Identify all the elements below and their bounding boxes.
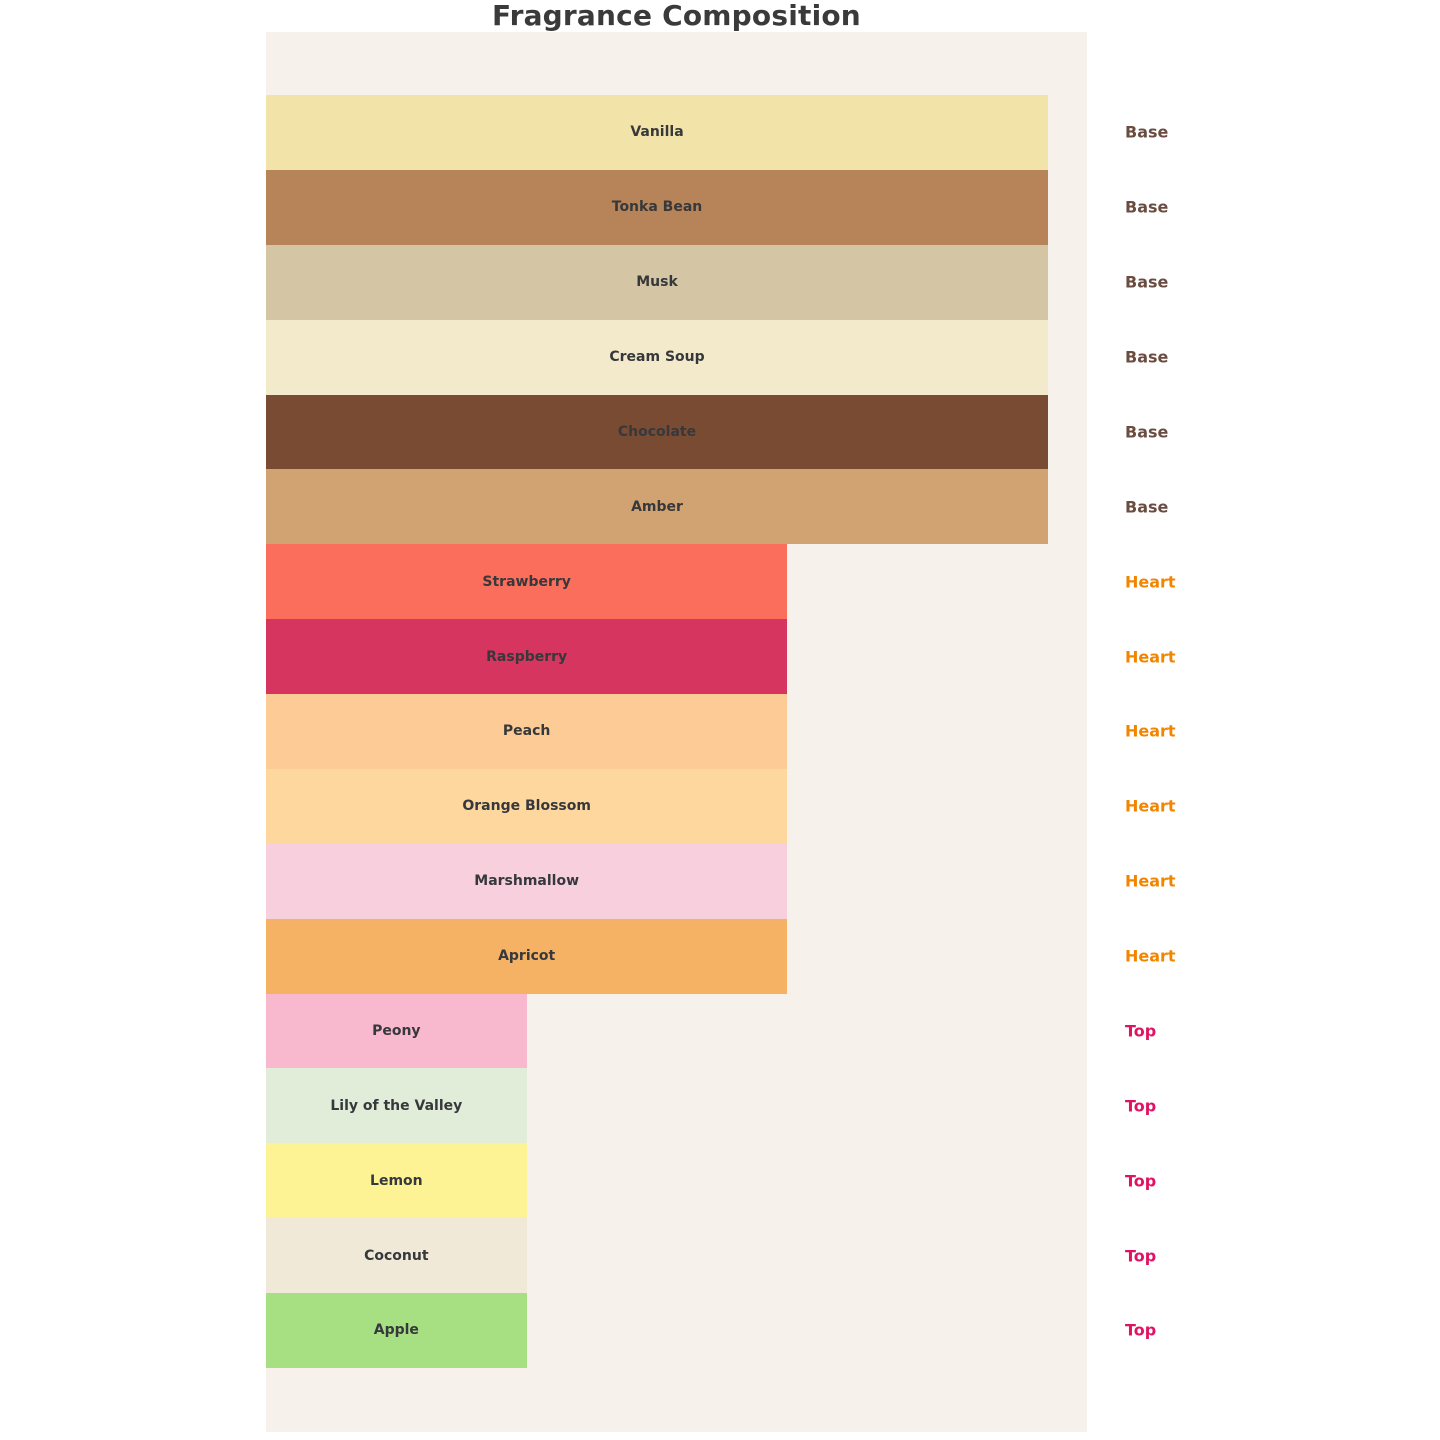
note-type-label: Heart (1125, 796, 1176, 816)
bar-strawberry (266, 544, 787, 619)
bar-row (266, 769, 1440, 844)
note-type-label: Base (1125, 347, 1169, 367)
note-type-label: Heart (1125, 721, 1176, 741)
bar-row (266, 844, 1440, 919)
bar-coconut (266, 1218, 527, 1293)
bar-chocolate (266, 395, 1048, 470)
bar-row (266, 1293, 1440, 1368)
note-type-label: Top (1125, 1171, 1157, 1191)
bar-tonka-bean (266, 170, 1048, 245)
note-type-label: Top (1125, 1246, 1157, 1266)
note-type-label: Heart (1125, 647, 1176, 667)
bar-row (266, 694, 1440, 769)
note-type-label: Base (1125, 272, 1169, 292)
bar-label: Strawberry (482, 573, 571, 590)
bar-row (266, 320, 1440, 395)
bar-label: Vanilla (630, 124, 684, 141)
bar-marshmallow (266, 844, 787, 919)
bar-label: Apple (373, 1322, 419, 1339)
bar-label: Cream Soup (609, 349, 705, 366)
note-type-label: Heart (1125, 946, 1176, 966)
bar-label: Lemon (370, 1172, 423, 1189)
bar-peony (266, 994, 527, 1069)
bar-row (266, 1143, 1440, 1218)
note-type-label: Base (1125, 197, 1169, 217)
bar-apple (266, 1293, 527, 1368)
note-type-label: Top (1125, 1021, 1157, 1041)
note-type-label: Top (1125, 1320, 1157, 1340)
bar-row (266, 919, 1440, 994)
bar-label: Raspberry (486, 648, 568, 665)
bar-row (266, 1068, 1440, 1143)
bar-row (266, 469, 1440, 544)
bar-row (266, 395, 1440, 470)
bar-row (266, 170, 1440, 245)
note-type-label: Base (1125, 497, 1169, 517)
bar-vanilla (266, 95, 1048, 170)
note-type-label: Top (1125, 1096, 1157, 1116)
bar-label: Peach (502, 723, 551, 740)
bar-label: Lily of the Valley (330, 1097, 463, 1114)
bar-raspberry (266, 619, 787, 694)
bar-row (266, 1218, 1440, 1293)
bar-label: Marshmallow (474, 873, 580, 890)
bar-label: Musk (636, 274, 678, 291)
bar-lily-of-the-valley (266, 1068, 527, 1143)
chart-title: Fragrance Composition (492, 0, 861, 32)
bar-row (266, 994, 1440, 1069)
bar-label: Chocolate (617, 423, 697, 440)
bar-amber (266, 469, 1048, 544)
bar-row (266, 245, 1440, 320)
note-type-label: Heart (1125, 871, 1176, 891)
bar-label: Orange Blossom (462, 798, 591, 815)
bar-musk (266, 245, 1048, 320)
bars-container (266, 95, 1440, 1368)
bar-row (266, 544, 1440, 619)
note-type-label: Base (1125, 422, 1169, 442)
bar-label: Peony (372, 1022, 421, 1039)
note-type-label: Heart (1125, 572, 1176, 592)
bar-label: Coconut (364, 1247, 429, 1264)
note-type-label: Base (1125, 122, 1169, 142)
bar-label: Apricot (498, 948, 556, 965)
bar-row (266, 619, 1440, 694)
bar-row (266, 95, 1440, 170)
bar-label: Amber (631, 498, 683, 515)
bar-lemon (266, 1143, 527, 1218)
bar-orange-blossom (266, 769, 787, 844)
bar-peach (266, 694, 787, 769)
bar-label: Tonka Bean (611, 199, 703, 216)
bar-apricot (266, 919, 787, 994)
bar-cream-soup (266, 320, 1048, 395)
